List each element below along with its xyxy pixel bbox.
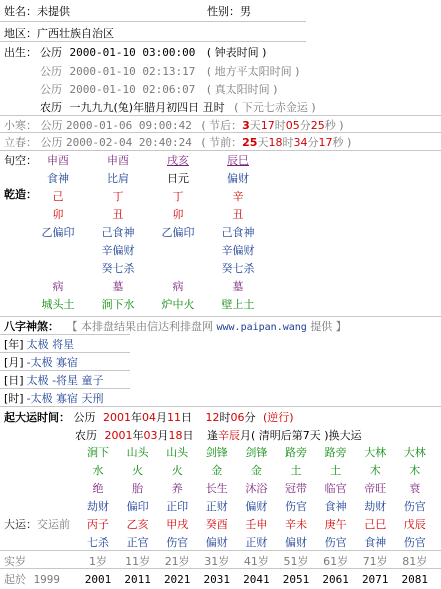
nayin-value: 炉中火 [161, 298, 195, 311]
dayun-lunar-row [75, 427, 362, 443]
dayun-changsheng: 衰 [409, 482, 421, 495]
dayun-nayin: 山头 [126, 446, 149, 459]
dayun-wuxing: 金 [250, 464, 262, 477]
canggan-value: 辛偏财 [221, 244, 255, 257]
birth-local-row [40, 63, 299, 79]
nayin-value: 城头土 [41, 298, 75, 311]
kong-value: 申酉 [107, 154, 129, 167]
dayun-age: 61岁 [323, 555, 349, 568]
dayun-zhishen: 劫财 [87, 500, 109, 513]
dayun-ganshen: 伤官 [403, 536, 426, 549]
dayun-ganshen: 伤官 [324, 536, 347, 549]
dayun-zhishen: 伤官 [285, 500, 307, 513]
dayun-ganshen: 七杀 [87, 536, 109, 549]
birth-local-time: 2000-01-10 02:13:17 [69, 65, 196, 78]
kong-value: 戌亥 [167, 154, 189, 167]
birth-true-note: ( 真太阳时间 ) [206, 83, 278, 96]
lichun-time: 2000-02-04 20:40:24 [66, 136, 192, 149]
calendar-label: 公历 [40, 65, 62, 78]
birth-lunar-text: 一九九九(兔)年腊月初四日 丑时 [69, 101, 225, 114]
dayun-nayin: 大林 [403, 446, 426, 459]
name-label: 姓名： [4, 5, 37, 18]
dayun-ganshen: 正官 [126, 536, 149, 549]
dayun-zhishen: 正财 [205, 500, 228, 513]
dayun-jie: 逢辛辰月( 清明后第7天 )换大运 [207, 429, 362, 442]
xiaohan-row [4, 117, 344, 133]
gan-value: 丁 [172, 190, 184, 203]
dayun-year: 2001 [84, 573, 112, 586]
dayun-zhishen: 正印 [166, 500, 189, 513]
dayun-nayin: 剑锋 [205, 446, 228, 459]
shensha-header [4, 318, 347, 334]
dayun-wuxing: 木 [409, 464, 421, 477]
divider [0, 334, 130, 335]
gan-value: 辛 [232, 190, 244, 203]
divider [0, 550, 441, 551]
lunar-calendar-label: 农历 [40, 101, 62, 114]
dayun-changsheng: 冠带 [285, 482, 307, 495]
dayun-year: 2061 [322, 573, 349, 586]
dayun-ganshen: 偏财 [205, 536, 228, 549]
birth-label: 出生： [4, 46, 37, 59]
divider [0, 388, 130, 389]
dayun-nayin: 山头 [166, 446, 189, 459]
calendar-label: 公历 [40, 83, 62, 96]
dayun-ganshen: 食神 [364, 536, 387, 549]
dayun-year: 2021 [163, 573, 191, 586]
name-row [4, 3, 70, 19]
dayun-lunar-date: 2001年03月18日 [104, 429, 194, 442]
dayun-ganshen: 偏财 [285, 536, 307, 549]
year-label-row [4, 571, 60, 587]
dayun-ganzhi: 癸酉 [205, 518, 228, 531]
region-row [4, 25, 114, 41]
dayun-wuxing: 水 [92, 464, 104, 477]
shensha-row-month: [月] -太极 寡宿 [4, 356, 79, 369]
divider [0, 41, 306, 42]
age-label: 实岁 [4, 555, 26, 568]
dayun-ganzhi: 庚午 [324, 518, 347, 531]
kong-label: 旬空： [4, 154, 37, 167]
pillar-day [148, 152, 208, 314]
lichun-note: ( 节前：25天18时34分17秒 ) [201, 136, 352, 149]
gender-value: 男 [240, 5, 251, 18]
shensha-note-end: 提供 】 [310, 320, 347, 333]
divider [0, 316, 441, 317]
dayun-changsheng: 胎 [132, 482, 144, 495]
nayin-value: 涧下水 [101, 298, 135, 311]
dayun-year: 2051 [282, 573, 310, 586]
birth-clock-note: ( 钟表时间 ) [206, 46, 267, 59]
calendar-label: 公历 [40, 119, 63, 132]
dayun-ganzhi: 壬申 [245, 518, 268, 531]
dayun-zhishen: 食神 [324, 500, 347, 513]
dayun-zhishen: 伤官 [403, 500, 426, 513]
canggan-value: 乙偏印 [161, 226, 195, 239]
birth-clock-row [40, 44, 266, 60]
dayun-age: 11岁 [125, 555, 151, 568]
dayun-age: 41岁 [243, 555, 269, 568]
dayun-before-label: 交运前 [37, 518, 70, 531]
canggan-value: 癸七杀 [101, 262, 135, 275]
birth-local-note: ( 地方平太阳时间 ) [206, 65, 300, 78]
shishen-value: 食神 [47, 172, 69, 185]
birth-lunar-row [40, 99, 316, 115]
dayun-ganshen: 正财 [245, 536, 268, 549]
calendar-label: 公历 [40, 46, 62, 59]
dayun-year: 2031 [203, 573, 231, 586]
shishen-value: 偏财 [227, 172, 249, 185]
divider [0, 370, 130, 371]
dayun-age: 71岁 [362, 555, 388, 568]
pillar-year [28, 152, 88, 314]
nayin-value: 壁上土 [221, 298, 255, 311]
zhi-value: 丑 [112, 208, 124, 221]
dayun-ganshen: 伤官 [166, 536, 189, 549]
dayun-changsheng: 临官 [324, 482, 347, 495]
dayun-ganzhi: 戊辰 [403, 518, 426, 531]
dayun-year: 2011 [124, 573, 151, 586]
shensha-row-day: [日] 太极 -将星 童子 [4, 374, 104, 387]
birth-true-row [40, 81, 277, 97]
gan-value: 丁 [112, 190, 124, 203]
canggan-value: 癸七杀 [221, 262, 255, 275]
dayun-nayin: 路旁 [324, 446, 347, 459]
gender-row [207, 3, 251, 19]
dayun-age: 21岁 [164, 555, 190, 568]
dayun-changsheng: 养 [171, 482, 183, 495]
divider [0, 150, 441, 151]
dayun-start-time: 12时06分 [205, 411, 256, 424]
dayun-year: 2081 [401, 573, 429, 586]
dayun-changsheng: 帝旺 [364, 482, 387, 495]
shishen-value: 比肩 [107, 172, 129, 185]
canggan-value: 辛偏财 [101, 244, 135, 257]
dayun-direction: (逆行) [263, 411, 294, 424]
dayun-zhishen: 偏财 [245, 500, 268, 513]
region-label: 地区： [4, 27, 37, 40]
changsheng-value: 墓 [232, 280, 244, 293]
divider [0, 115, 441, 116]
changsheng-value: 病 [52, 280, 64, 293]
dayun-year: 2041 [243, 573, 270, 586]
gan-value: 己 [52, 190, 64, 203]
name-value: 未提供 [37, 5, 70, 18]
dayun-age: 1岁 [89, 555, 107, 568]
shensha-label: 八字神煞： [4, 320, 59, 333]
dayun-ganzhi: 乙亥 [126, 518, 149, 531]
dayun-year: 2071 [361, 573, 389, 586]
dayun-start-date: 2001年04月11日 [103, 411, 192, 424]
divider [0, 352, 130, 353]
canggan-value: 己食神 [101, 226, 135, 239]
divider [0, 406, 441, 407]
divider [0, 132, 441, 133]
dayun-age: 81岁 [402, 555, 428, 568]
dayun-age: 31岁 [204, 555, 230, 568]
calendar-label: 公历 [40, 136, 63, 149]
changsheng-value: 墓 [112, 280, 124, 293]
dayun-start-row [4, 409, 294, 425]
dayun-zhishen: 偏印 [126, 500, 149, 513]
zhi-value: 卯 [172, 208, 184, 221]
changsheng-value: 病 [172, 280, 184, 293]
shensha-note: 【 本排盘结果由信达利排盘网 [66, 320, 213, 333]
dayun-changsheng: 绝 [92, 482, 104, 495]
year-label: 起於 [4, 573, 26, 586]
dayun-wuxing: 土 [330, 464, 342, 477]
dayun-ganzhi: 丙子 [87, 518, 109, 531]
birth-clock-time: 2000-01-10 03:00:00 [69, 46, 196, 59]
site-link[interactable]: www.paipan.wang [216, 322, 307, 333]
kong-value: 申酉 [47, 154, 69, 167]
birth-true-time: 2000-01-10 02:06:07 [69, 83, 196, 96]
kong-value: 辰巳 [227, 154, 249, 167]
shishen-value: 日元 [167, 172, 189, 185]
dayun-start-label: 起大运时间： [4, 411, 70, 424]
canggan-value: 乙偏印 [41, 226, 75, 239]
xiaohan-time: 2000-01-06 09:00:42 [66, 119, 192, 132]
dayun-age: 51岁 [283, 555, 309, 568]
birth-lunar-note: ( 下元七赤金运 ) [234, 101, 316, 114]
divider [0, 21, 306, 22]
dayun-wuxing: 木 [369, 464, 381, 477]
dayun-zhishen: 劫财 [364, 500, 387, 513]
lunar-calendar-label: 农历 [75, 429, 97, 442]
dayun-wuxing: 土 [290, 464, 302, 477]
xiaohan-label: 小寒： [4, 119, 37, 132]
dayun-changsheng: 长生 [205, 482, 228, 495]
dayun-nayin: 涧下 [87, 446, 109, 459]
dayun-nayin: 大林 [364, 446, 387, 459]
region-value: 广西壮族自治区 [37, 27, 114, 40]
shensha-row-hour: [时] -太极 寡宿 天刑 [4, 392, 104, 405]
divider [0, 568, 441, 569]
dayun-nayin: 路旁 [285, 446, 307, 459]
canggan-value: 己食神 [221, 226, 255, 239]
dayun-nayin: 剑锋 [245, 446, 268, 459]
dayun-ganzhi: 甲戌 [166, 518, 189, 531]
zhi-value: 卯 [52, 208, 64, 221]
gender-label: 性别： [207, 5, 240, 18]
lichun-row [4, 134, 351, 150]
dayun-ganzhi: 辛未 [285, 518, 307, 531]
dayun-wuxing: 火 [171, 464, 183, 477]
dayun-label-row [4, 516, 70, 532]
pillar-hour [208, 152, 268, 314]
dayun-ganzhi: 己巳 [364, 518, 387, 531]
pillar-month [88, 152, 148, 314]
zhi-value: 丑 [232, 208, 244, 221]
start-base-year: 1999 [33, 573, 60, 586]
dayun-wuxing: 金 [211, 464, 223, 477]
dayun-wuxing: 火 [132, 464, 144, 477]
dayun-label: 大运： [4, 518, 37, 531]
xiaohan-note: ( 节后：3天17时05分25秒 ) [201, 119, 344, 132]
lichun-label: 立春： [4, 136, 37, 149]
shensha-row-year: [年] 太极 将星 [4, 338, 75, 351]
calendar-label: 公历 [73, 411, 96, 424]
qiandao-label: 乾造： [4, 188, 37, 201]
dayun-changsheng: 沐浴 [245, 482, 268, 495]
